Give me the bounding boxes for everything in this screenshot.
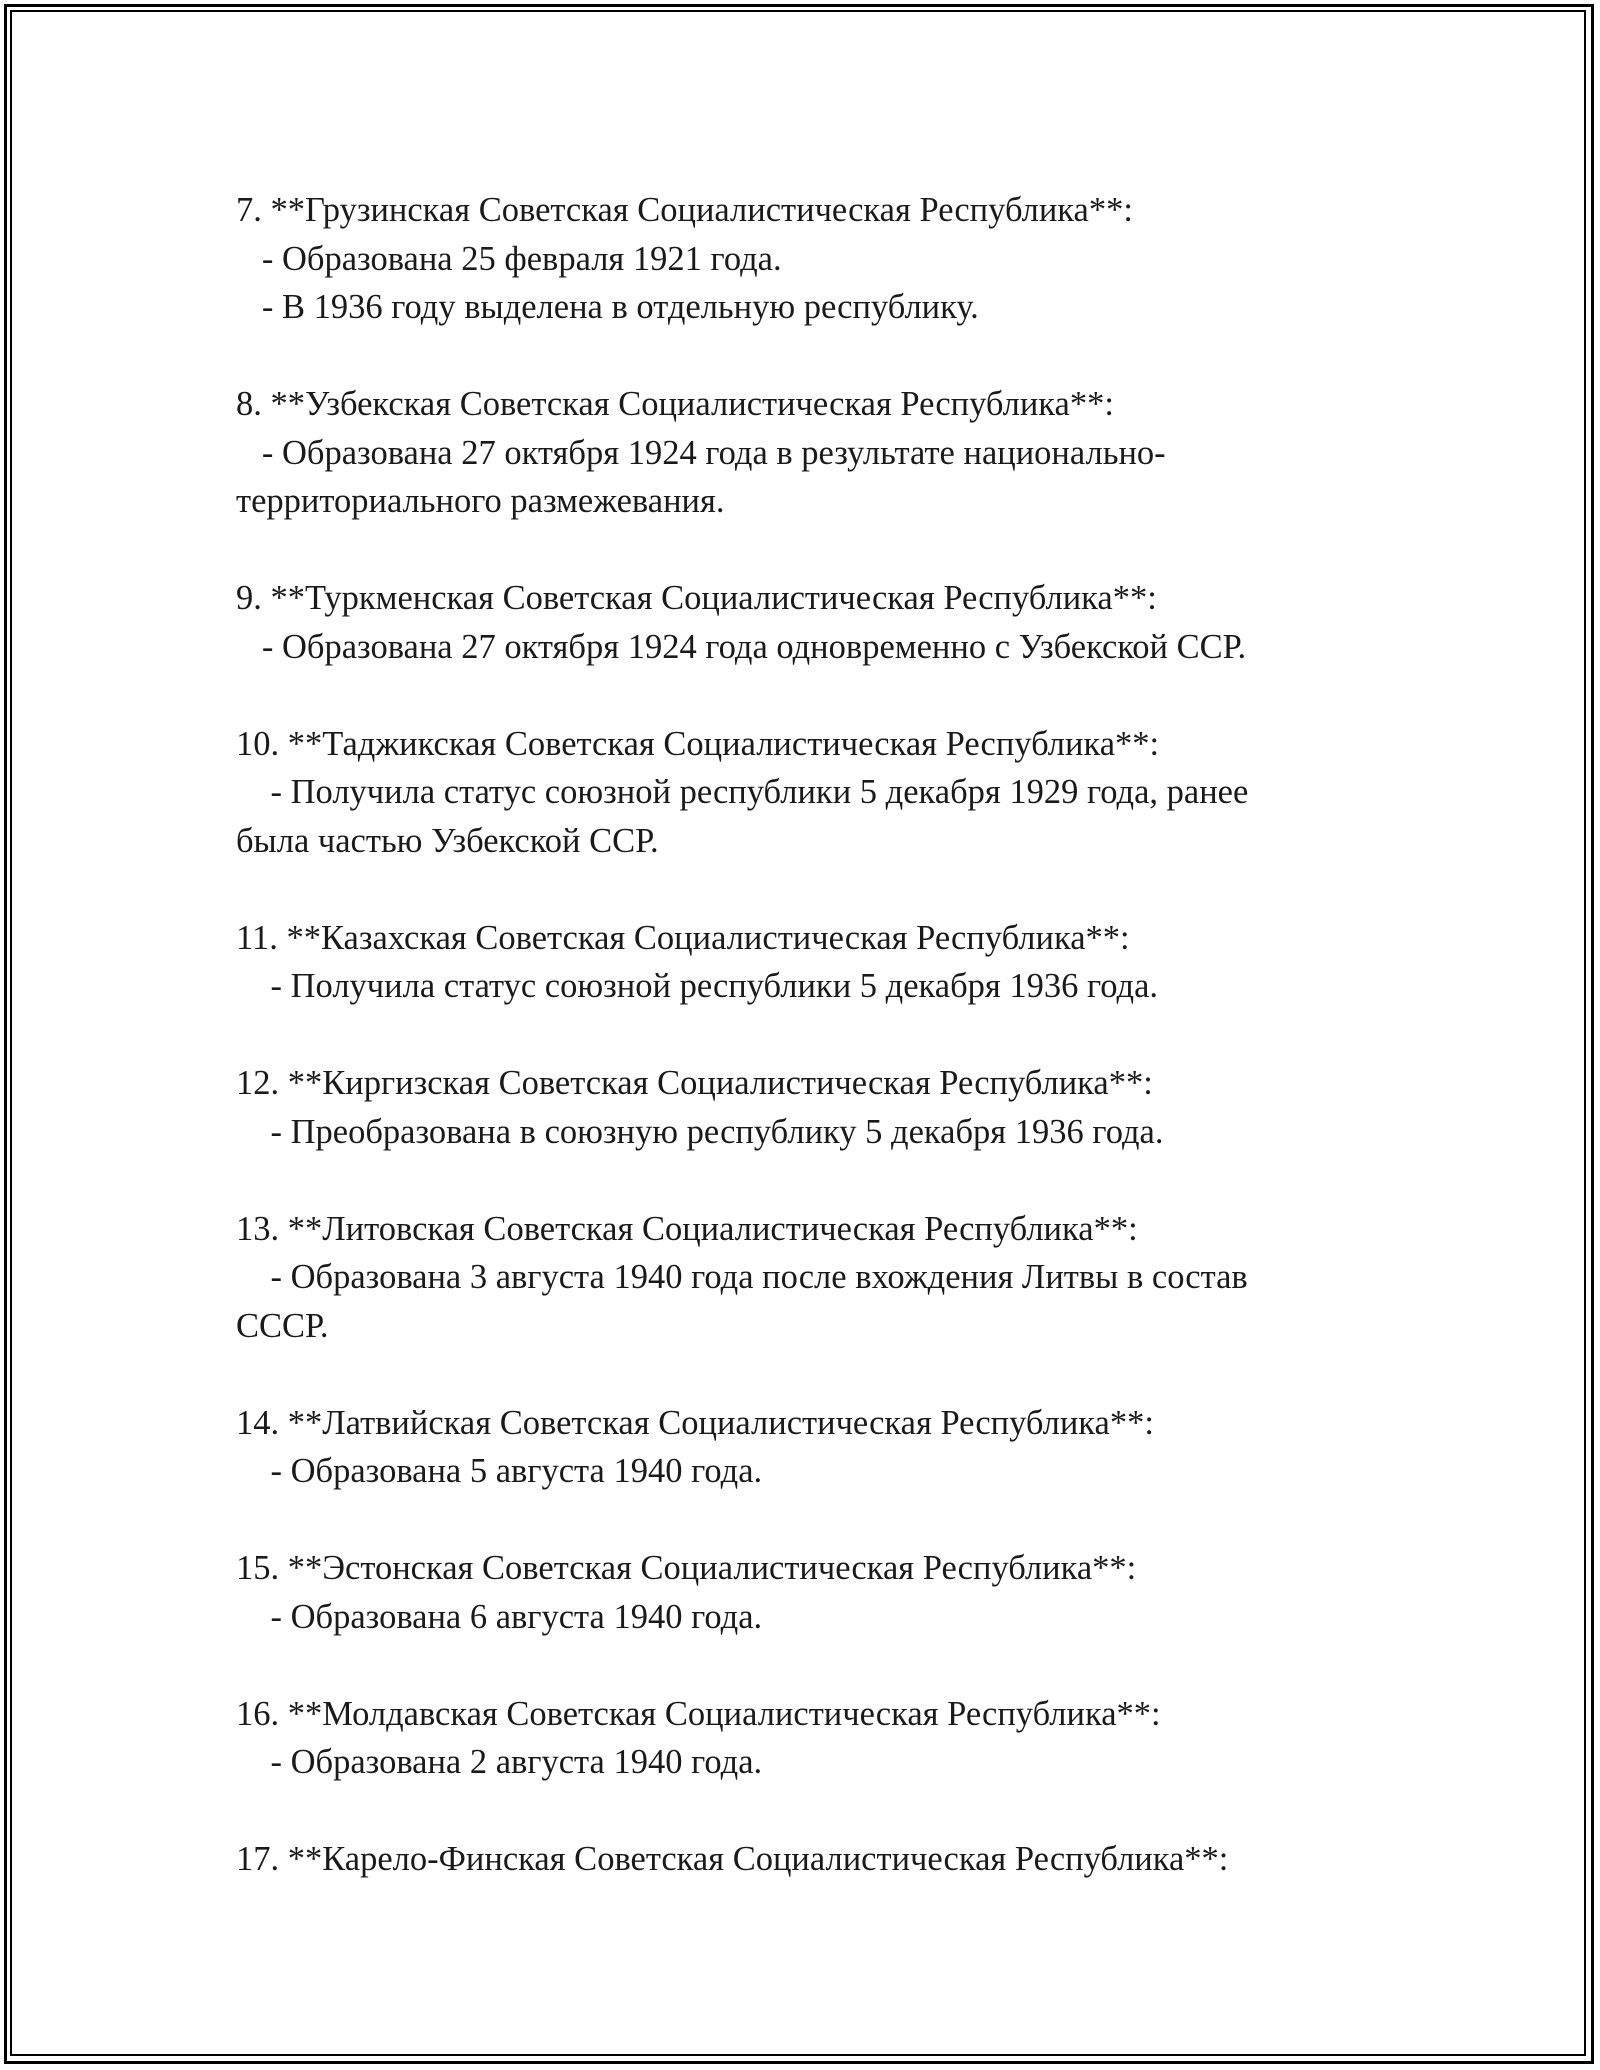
entry-detail: была частью Узбекской ССР. xyxy=(236,821,659,860)
entry-heading: 17. **Карело-Финская Советская Социалистическая Республика**: xyxy=(236,1840,1229,1878)
entry-heading: 7. **Грузинская Советская Социалистическая Республика**: xyxy=(236,191,1133,229)
list-item xyxy=(236,914,1356,1011)
entry-detail: - Преобразована в союзную республику 5 декабря 1936 года. xyxy=(236,1112,1164,1151)
list-item xyxy=(236,380,1356,526)
list-item xyxy=(236,1544,1356,1641)
entry-heading: 13. **Литовская Советская Социалистическая Республика**: xyxy=(236,1209,1138,1248)
entry-heading: 14. **Латвийская Советская Социалистическая Республика**: xyxy=(236,1403,1154,1442)
entry-detail: - Образована 3 августа 1940 года после вхождения Литвы в состав xyxy=(236,1258,1248,1296)
entry-heading: 11. **Казахская Советская Социалистическая Республика**: xyxy=(236,918,1130,957)
entry-heading: 12. **Киргизская Советская Социалистическая Республика**: xyxy=(236,1064,1153,1102)
entry-detail: - Образована 5 августа 1940 года. xyxy=(236,1452,763,1490)
entry-heading: 15. **Эстонская Советская Социалистическая Республика**: xyxy=(236,1549,1137,1587)
entry-detail: - Образована 6 августа 1940 года. xyxy=(236,1597,763,1636)
entry-detail: - Получила статус союзной республики 5 декабря 1936 года. xyxy=(236,967,1159,1005)
document-body xyxy=(236,186,1356,1884)
entry-detail: - Получила статус союзной республики 5 декабря 1929 года, ранее xyxy=(236,773,1249,811)
list-item xyxy=(236,186,1356,332)
entry-detail: - Образована 27 октября 1924 года одновременно с Узбекской ССР. xyxy=(236,627,1247,666)
entry-detail: - Образована 25 февраля 1921 года. xyxy=(236,239,782,278)
entry-detail: СССР. xyxy=(236,1306,329,1345)
list-item xyxy=(236,1835,1356,1884)
entry-detail: - Образована 27 октября 1924 года в результате национально- xyxy=(236,433,1166,472)
entry-detail: - В 1936 году выделена в отдельную республику. xyxy=(236,288,979,326)
entry-detail: - Образована 2 августа 1940 года. xyxy=(236,1743,763,1781)
entry-detail: территориального размежевания. xyxy=(236,482,725,520)
list-item xyxy=(236,1205,1356,1351)
list-item xyxy=(236,720,1356,866)
list-item xyxy=(236,1690,1356,1787)
entry-heading: 10. **Таджикская Советская Социалистическая Республика**: xyxy=(236,724,1160,763)
entry-heading: 9. **Туркменская Советская Социалистическая Республика**: xyxy=(236,579,1157,617)
list-item xyxy=(236,1399,1356,1496)
entry-heading: 8. **Узбекская Советская Социалистическая Республика**: xyxy=(236,385,1114,423)
list-item xyxy=(236,1059,1356,1156)
list-item xyxy=(236,574,1356,671)
entry-heading: 16. **Молдавская Советская Социалистическая Республика**: xyxy=(236,1694,1161,1733)
